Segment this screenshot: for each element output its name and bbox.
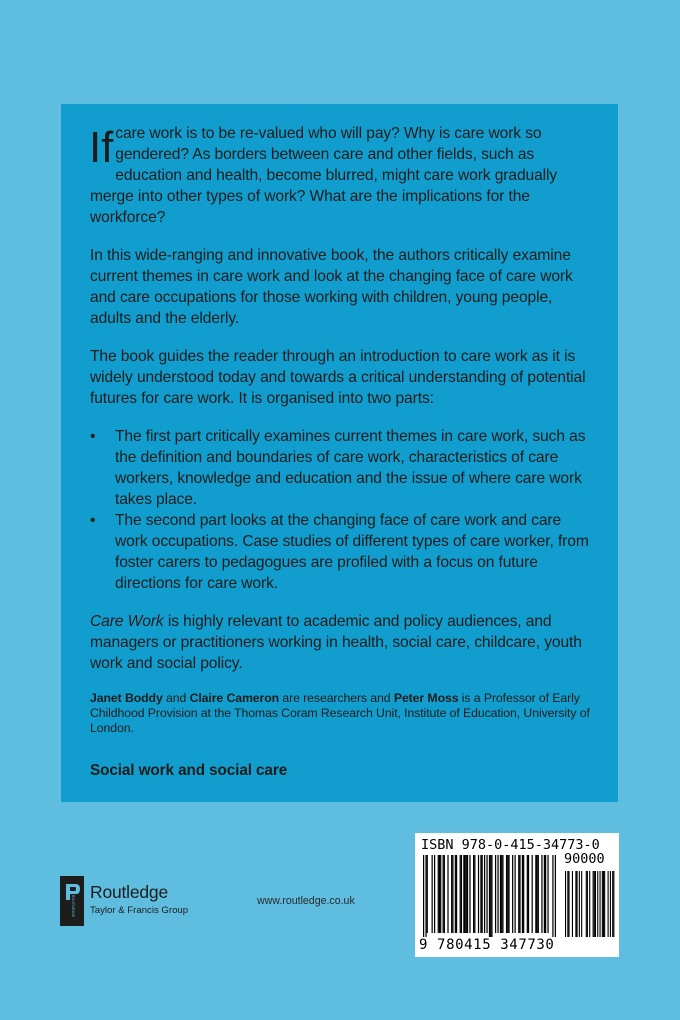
- barcode-bar: [555, 855, 556, 937]
- barcode-bar: [532, 855, 533, 933]
- book-title: Care Work: [90, 613, 164, 630]
- barcode-addon-bar: [565, 871, 566, 937]
- barcode-bar: [463, 855, 464, 933]
- audience-paragraph: [90, 611, 595, 674]
- barcode-addon-number: 90000: [564, 851, 605, 867]
- barcode-bar: [434, 855, 435, 933]
- author-name-2: Claire Cameron: [189, 691, 280, 705]
- isbn-number: ISBN 978-0-415-34773-0: [421, 837, 600, 853]
- publisher-name: Routledge: [90, 882, 168, 902]
- intro-paragraph: [90, 123, 595, 228]
- barcode-bar: [528, 855, 529, 933]
- barcode-bar: [547, 855, 548, 933]
- author-name-3: Peter Moss: [393, 691, 459, 705]
- barcode-bar: [443, 855, 444, 933]
- barcode-addon-bar: [593, 871, 594, 937]
- barcode-bar: [480, 855, 481, 933]
- barcode-bar: [464, 855, 465, 933]
- barcode-bar: [497, 855, 498, 933]
- list-item-part-two: • The second part looks at the changing face of care work and care work occupations. Case studies of different types of care worker, from foster carers to pedagogues are profiled with a focus on future directions for care work.: [90, 510, 595, 594]
- barcode: [415, 833, 619, 957]
- barcode-addon-bar: [575, 871, 576, 937]
- author-bio-rest: is a Professor of Early Childhood Provision at the Thomas Coram Research Unit, Institute of Education, University of London.: [90, 691, 590, 735]
- author-name-1: Janet Boddy: [90, 691, 163, 705]
- barcode-bar: [518, 855, 519, 933]
- series-label: Social work and social care: [90, 762, 288, 779]
- barcode-bar: [535, 855, 536, 933]
- barcode-bar: [451, 855, 452, 933]
- barcode-bar: [500, 855, 501, 933]
- barcode-addon-bar: [577, 871, 578, 937]
- barcode-bar: [484, 855, 485, 933]
- blurb-text: [90, 123, 595, 781]
- logo-lettering: ROUTLEDGE: [71, 894, 75, 918]
- barcode-bar: [489, 855, 490, 937]
- structure-paragraph: The book guides the reader through an introduction to care work as it is widely understood today and towards a critical understanding of potential futures for care work. It is organised into two parts:: [90, 348, 586, 407]
- barcode-bar: [519, 855, 520, 933]
- barcode-bar: [447, 855, 448, 933]
- barcode-bar: [452, 855, 453, 933]
- barcode-bar: [427, 855, 428, 933]
- barcode-bar: [482, 855, 483, 933]
- barcode-addon-bar: [581, 871, 582, 937]
- barcode-bar: [439, 855, 440, 933]
- publisher-logo: [60, 876, 210, 926]
- routledge-logo-icon: [60, 876, 84, 926]
- barcode-bar: [538, 855, 539, 933]
- barcode-bar: [502, 855, 503, 933]
- barcode-bar: [425, 855, 426, 937]
- barcode-addon-bar: [595, 871, 596, 937]
- barcode-bar: [491, 855, 492, 937]
- barcode-addon-bar: [597, 871, 598, 937]
- barcode-bar: [515, 855, 516, 933]
- barcode-bar: [490, 855, 491, 937]
- author-bio-and: and: [162, 691, 190, 705]
- barcode-bar: [467, 855, 468, 933]
- list-item-part-one: • The first part critically examines current themes in care work, such as the definition and boundaries of care work, characteristics of care workers, knowledge and education and the issue of where care work takes place.: [90, 426, 595, 510]
- barcode-bar: [460, 855, 461, 933]
- blurb-panel: [61, 104, 618, 802]
- barcode-bar: [473, 855, 474, 933]
- barcode-addon-bar: [567, 871, 568, 937]
- barcode-addon-bar: [612, 871, 613, 937]
- barcode-bar: [512, 855, 513, 933]
- barcode-bar: [466, 855, 467, 933]
- barcode-bar: [508, 855, 509, 933]
- barcode-bar: [544, 855, 545, 933]
- barcode-addon-bar: [589, 871, 590, 937]
- barcode-bar: [507, 855, 508, 933]
- barcode-bar: [536, 855, 537, 933]
- barcode-addon-bar: [572, 871, 573, 937]
- barcode-bar: [552, 855, 553, 937]
- barcode-bar: [545, 855, 546, 933]
- barcode-addon-bar: [608, 871, 609, 937]
- barcode-bar: [469, 855, 470, 933]
- barcode-bar: [423, 855, 424, 937]
- barcode-bar: [440, 855, 441, 933]
- barcode-addon-bar: [568, 871, 569, 937]
- barcode-addon-bar: [600, 871, 601, 937]
- barcode-bar: [495, 855, 496, 933]
- barcode-bar: [474, 855, 475, 933]
- barcode-bar: [438, 855, 439, 933]
- barcode-bar: [432, 855, 433, 933]
- barcode-bar: [456, 855, 457, 933]
- barcode-addon-bar: [579, 871, 580, 937]
- barcode-bar: [501, 855, 502, 933]
- barcode-addon-bar: [594, 871, 595, 937]
- barcode-bar: [527, 855, 528, 933]
- author-bio-mid: are researchers and: [279, 691, 394, 705]
- barcode-bar: [506, 855, 507, 933]
- ean-number: 9 780415 347730: [419, 937, 555, 953]
- intro-text: care work is to be re-valued who will pay? Why is care work so gendered? As borders between care and other fields, such as education and health, become blurred, might care work gradually merge into other types of work? What are the implications for the workforce?: [90, 125, 558, 226]
- publisher-group: Taylor & Francis Group: [90, 905, 189, 916]
- barcode-addon-bar: [586, 871, 587, 937]
- barcode-addon-bar: [603, 871, 604, 937]
- website-url: www.routledge.co.uk: [257, 895, 355, 907]
- parts-list: [90, 426, 595, 594]
- barcode-addon-bar: [613, 871, 614, 937]
- barcode-bar: [486, 855, 487, 933]
- barcode-bar: [444, 855, 445, 933]
- barcode-addon-bar: [602, 871, 603, 937]
- barcode-addon-bar: [604, 871, 605, 937]
- author-bio: [90, 691, 595, 736]
- audience-text: is highly relevant to academic and policy audiences, and managers or practitioners working in health, social care, childcare, youth work and social policy.: [90, 613, 582, 672]
- barcode-bar: [455, 855, 456, 933]
- barcode-bar: [522, 855, 523, 933]
- barcode-bar: [478, 855, 479, 933]
- barcode-addon-bar: [587, 871, 588, 937]
- barcode-bars: [423, 855, 615, 937]
- barcode-bar: [541, 855, 542, 933]
- description-paragraph: In this wide-ranging and innovative book, the authors critically examine current themes in care work and look at the changing face of care work and care occupations for those working with children, young people, adults and the elderly.: [90, 247, 573, 327]
- barcode-bar: [461, 855, 462, 933]
- barcode-addon-bar: [610, 871, 611, 937]
- barcode-bar: [523, 855, 524, 933]
- drop-cap: If: [89, 123, 114, 172]
